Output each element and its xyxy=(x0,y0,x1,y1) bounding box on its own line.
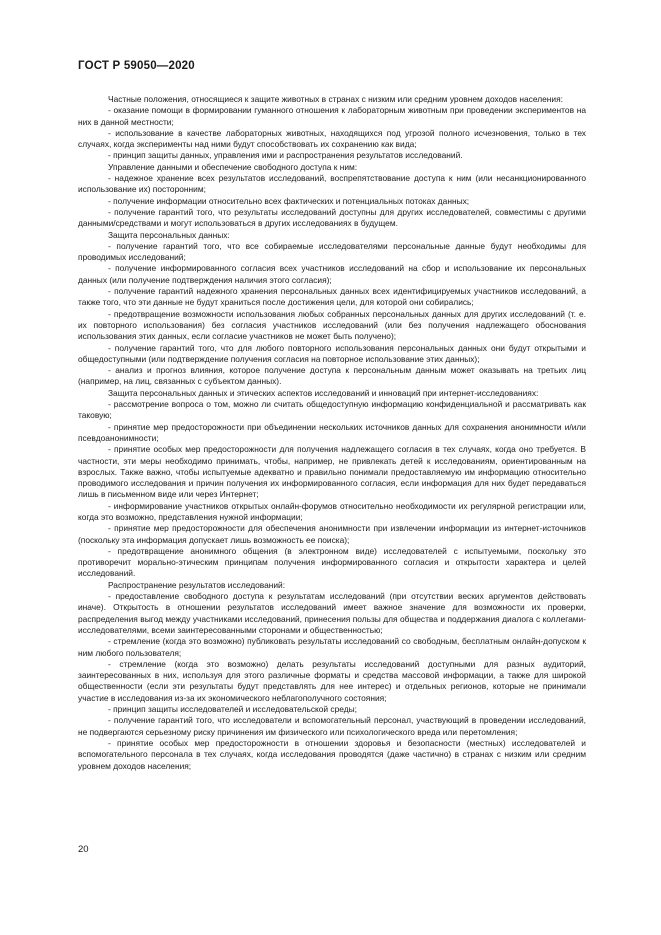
body-paragraph: - получение информированного согласия всех участников исследований на сбор и использование их персональных данных (или получение подтверждения наличия этого согласия); xyxy=(78,263,586,285)
page-number: 20 xyxy=(78,844,89,855)
body-paragraph: - использование в качестве лабораторных животных, находящихся под угрозой полного исчезновения, только в тех случаях, когда эксперименты над ними будут способствовать их сохранению как вида; xyxy=(78,127,586,150)
body-paragraph: - предотвращение возможности использования любых собранных персональных данных для других исследований (т. е. их повторного использования) без согласия участников исследований (или без получения надлежащего обоснования использования этих данных, если согласие участников не может быть получено); xyxy=(78,308,586,342)
body-paragraph: - получение гарантий того, что исследователи и вспомогательный персонал, участвующий в проведении исследований, не подвергаются серьезному риску причинения им физического или психологического вреда или перетомления; xyxy=(78,715,586,737)
body-paragraph: - принцип защиты данных, управления ими и распространения результатов исследований. xyxy=(108,150,463,161)
body-paragraph: Частные положения, относящиеся к защите животных в странах с низким или средним уровнем доходов населения: xyxy=(108,94,563,104)
body-paragraph: Управление данными и обеспечение свободного доступа к ним: xyxy=(108,161,358,172)
body-paragraph: - получение гарантий надежного хранения персональных данных всех идентифицируемых участников исследований, а также того, что эти данные не будут храниться после достижения цели, для которой они собирались; xyxy=(78,286,586,308)
body-paragraph: - анализ и прогноз влияния, которое получение доступа к персональным данным может оказывать на третьих лиц (например, на лиц, связанных с субъектом данных). xyxy=(78,365,586,387)
body-paragraph: - предоставление свободного доступа к результатам исследований (при отсутствии веских аргументов действовать иначе). Открытость в отношении результатов исследований имеет важное значение для возможности их проверки, распределения выгод между участниками исследований, принесения пользы для общества и поддержания диалога с коллегами-исследователями, всеми заинтересованными сторонами и общественностью; xyxy=(78,591,586,635)
body-paragraph: - получение гарантий того, что все собираемые исследователями персональные данные будут необходимы для проводимых исследований; xyxy=(78,240,586,263)
body-paragraph: - стремление (когда это возможно) публиковать результаты исследований со свободным, бесплатным онлайн-допуском к ним любого пользователя; xyxy=(78,636,586,658)
body-paragraph: - оказание помощи в формировании гуманного отношения к лабораторным животным при проведении экспериментов на них в данной местности; xyxy=(78,105,586,127)
body-text xyxy=(78,94,586,772)
body-paragraph: - получение информации относительно всех фактических и потенциальных потоках данных; xyxy=(108,195,470,206)
body-paragraph: - предотвращение анонимного общения (в электронном виде) исследователей с испытуемыми, поскольку это противоречит морально-этическим принципам получения информированного согласия и открытости характера и целей исследований. xyxy=(78,545,586,579)
body-paragraph: - надежное хранение всех результатов исследований, воспрепятствование доступа к ним (или несанкционированного использование их) посторонним; xyxy=(78,173,586,195)
body-paragraph: Распространение результатов исследований: xyxy=(108,579,286,590)
body-paragraph: - рассмотрение вопроса о том, можно ли считать общедоступную информацию конфиденциальной и рассматривать как таковую; xyxy=(78,399,586,421)
body-paragraph: - принятие особых мер предосторожности в отношении здоровья и безопасности (местных) исследователей и вспомогательного персонала в тех случаях, когда исследования проводятся (даже частично) в странах с низким или средним уровнем доходов населения; xyxy=(78,737,586,771)
body-paragraph: - получение гарантий того, что для любого повторного использования персональных данных они будут открытыми и общедоступными (или подтверждение получения согласия на повторное использование этих данных); xyxy=(78,342,586,364)
body-paragraph: - принятие мер предосторожности для обеспечения анонимности при извлечении информации из интернет-источников (поскольку эта информация допускает лишь возможность ее поиска); xyxy=(78,523,586,545)
body-paragraph: - информирование участников открытых онлайн-форумов относительно необходимости их регулярной регистрации или, когда это возможно, представления нужной информации; xyxy=(78,500,586,522)
body-paragraph: - принятие мер предосторожности при объединении нескольких источников данных для сохранения анонимности и/или псевдоанонимности; xyxy=(78,421,586,443)
body-paragraph: Защита персональных данных и этических аспектов исследований и инноваций при интернет-исследованиях: xyxy=(108,387,539,398)
body-paragraph: Защита персональных данных: xyxy=(108,229,230,240)
body-paragraph: - принцип защиты исследователей и исследовательской среды; xyxy=(108,704,357,715)
document-code-header: ГОСТ Р 59050—2020 xyxy=(78,60,195,72)
body-paragraph: - принятие особых мер предосторожности для получения надлежащего согласия в тех случаях, когда оно требуется. В частности, эти меры необходимо принимать, чтобы, например, не привлекать детей к исследованиям, ориентированным на взрослых. Также важно, чтобы испытуемые адекватно и правильно понимали предоставляемую им информацию относительно проводимого исследования и причин получения их информированного согласия, если информация для них будет передаваться лишь в письменном виде или через Интернет; xyxy=(78,444,586,500)
body-paragraph: - стремление (когда это возможно) делать результаты исследований доступными для разных аудиторий, заинтересованных в них, используя для этого различные форматы и средства массовой информации, а также для широкой общественности (если эти результаты будут представлять для нее интерес) и отдельных регионов, которые не принимали участие в исследования из-за их экономического неблагополучного состояния; xyxy=(78,658,586,703)
body-paragraph: - получение гарантий того, что результаты исследований доступны для других исследователей, совместимы с другими данными/средствами и могут использоваться в других исследованиях в будущем. xyxy=(78,206,586,229)
